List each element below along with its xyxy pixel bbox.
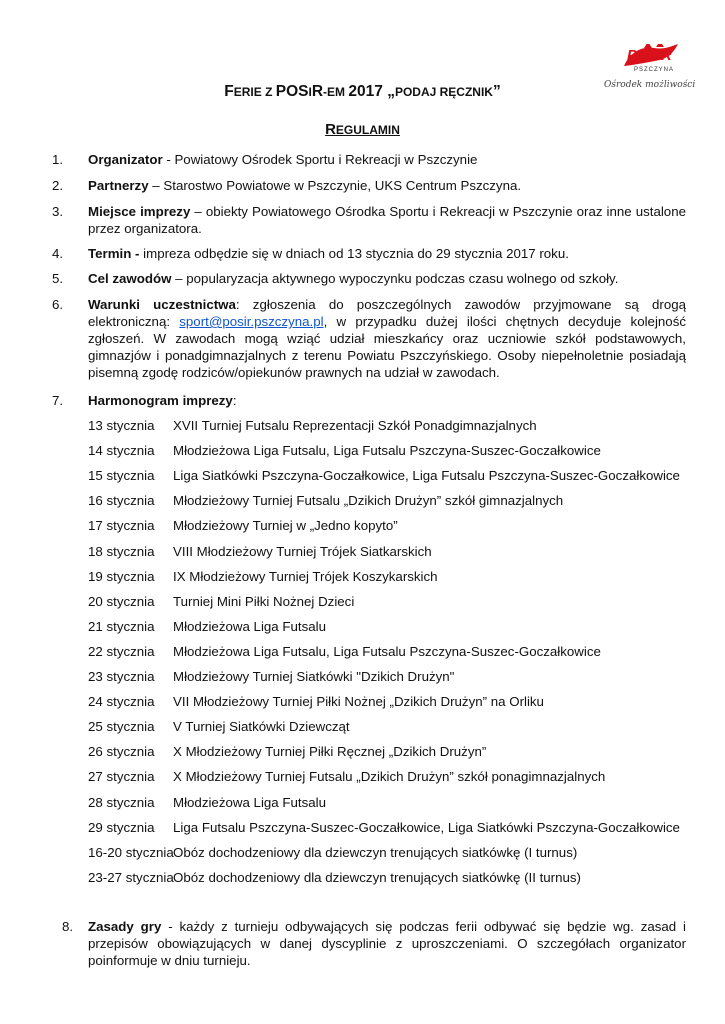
schedule-date: 25 stycznia bbox=[88, 719, 155, 735]
subtitle-rest: EGULAMIN bbox=[335, 123, 400, 137]
item-text: – popularyzacja aktywnego wypoczynku podczas czasu wolnego od szkoły. bbox=[171, 271, 619, 286]
schedule-event: Liga Futsalu Pszczyna-Suszec-Goczałkowice, Liga Siatkówki Pszczyna-Goczałkowice bbox=[173, 819, 680, 835]
schedule-date: 27 stycznia bbox=[88, 769, 155, 785]
schedule-date: 24 stycznia bbox=[88, 694, 155, 710]
item-text-a: : zgłoszenia do poszczególnych zawodów przyjmowane są drogą elektroniczną: bbox=[88, 297, 686, 329]
item-number: 7. bbox=[52, 393, 64, 408]
title-podaj: PODAJ RĘCZNIK bbox=[394, 85, 493, 99]
title-close-quote: ” bbox=[492, 83, 501, 100]
schedule-date: 21 stycznia bbox=[88, 618, 155, 634]
item-label: Zasady gry bbox=[88, 919, 162, 934]
schedule-event: Młodzieżowa Liga Futsalu, Liga Futsalu Pszczyna-Suszec-Goczałkowice bbox=[173, 643, 601, 659]
schedule-date: 28 stycznia bbox=[88, 794, 155, 810]
schedule-date: 13 stycznia bbox=[88, 418, 155, 433]
schedule-date: 22 stycznia bbox=[88, 643, 155, 659]
title-open-quote: „ bbox=[387, 83, 395, 100]
item-label: Partnerzy bbox=[88, 178, 149, 193]
schedule-event: Obóz dochodzeniowy dla dziewczyn trenujących siatkówkę (II turnus) bbox=[173, 869, 581, 885]
item-text: – obiekty Powiatowego Ośrodka Sportu i Rekreacji w Pszczynie oraz inne ustalone przez organizatora. bbox=[88, 204, 686, 236]
schedule-date: 23 stycznia bbox=[88, 669, 155, 684]
item-number: 4. bbox=[52, 246, 64, 261]
schedule-date: 19 stycznia bbox=[88, 568, 155, 584]
logo-subtext: PSZCZYNA bbox=[634, 67, 675, 73]
item-text: - każdy z turnieju odbywających się podczas ferii odbywać się będzie wg. zasad i przepisów obowiązujących w danej dyscyplinie z uproszczeniami. O szczegółach organizator poinformuje w dniu turnieju. bbox=[88, 919, 686, 968]
item-label: Harmonogram imprezy bbox=[88, 393, 233, 408]
schedule-event: Turniej Mini Piłki Nożnej Dzieci bbox=[173, 593, 355, 609]
schedule-event: VII Młodzieżowy Turniej Piłki Nożnej „Dzikich Drużyn” na Orliku bbox=[173, 694, 544, 710]
title-f: F bbox=[224, 83, 234, 100]
item-number: 6. bbox=[52, 297, 64, 312]
schedule-date: 29 stycznia bbox=[88, 819, 155, 835]
title-r: R bbox=[311, 83, 324, 100]
schedule-date: 15 stycznia bbox=[88, 468, 155, 484]
title-posir: POS bbox=[275, 83, 309, 100]
schedule-event: X Młodzieżowy Turniej Futsalu „Dzikich Drużyn” szkół ponagimnazjalnych bbox=[173, 769, 606, 785]
schedule-date: 18 stycznia bbox=[88, 543, 155, 559]
item-text: impreza odbędzie się w dniach od 13 stycznia do 29 stycznia 2017 roku. bbox=[139, 246, 569, 261]
title-i: I bbox=[308, 85, 312, 99]
title-erie: ERIE Z bbox=[233, 85, 276, 99]
item-text: : bbox=[232, 393, 237, 408]
schedule-event: Młodzieżowa Liga Futsalu bbox=[173, 618, 326, 634]
logo-brand: POSiR bbox=[627, 47, 672, 64]
item-label: Miejsce imprezy bbox=[88, 204, 191, 219]
item-text: – Starostwo Powiatowe w Pszczynie, UKS Centrum Pszczyna. bbox=[148, 178, 522, 193]
email-link[interactable]: sport@posir.pszczyna.pl bbox=[179, 314, 324, 329]
schedule-date: 16 stycznia bbox=[88, 493, 155, 509]
item-number: 2. bbox=[52, 178, 64, 193]
schedule-date: 17 stycznia bbox=[88, 518, 155, 534]
schedule-event: XVII Turniej Futsalu Reprezentacji Szkół Ponadgimnazjalnych bbox=[173, 418, 537, 433]
schedule-date: 20 stycznia bbox=[88, 593, 155, 609]
schedule-event: Młodzieżowa Liga Futsalu, Liga Futsalu Pszczyna-Suszec-Goczałkowice bbox=[173, 443, 601, 459]
item-text: - Powiatowy Ośrodek Sportu i Rekreacji w Pszczynie bbox=[162, 152, 478, 167]
item-number: 8. bbox=[62, 919, 74, 934]
item-number: 5. bbox=[52, 271, 64, 286]
item-label: Cel zawodów bbox=[88, 271, 172, 286]
document-subtitle bbox=[0, 121, 725, 138]
item-label: Warunki uczestnictwa bbox=[88, 297, 236, 312]
subtitle-r: R bbox=[325, 121, 336, 138]
document-title bbox=[0, 83, 725, 101]
schedule-date: 23-27 stycznia bbox=[88, 869, 174, 885]
schedule-event: V Turniej Siatkówki Dziewcząt bbox=[173, 719, 350, 735]
schedule-date: 14 stycznia bbox=[88, 443, 155, 459]
schedule-event: Obóz dochodzeniowy dla dziewczyn trenujących siatkówkę (I turnus) bbox=[173, 844, 578, 860]
schedule-event: VIII Młodzieżowy Turniej Trójek Siatkarskich bbox=[173, 543, 432, 559]
schedule-event: Młodzieżowy Turniej Futsalu „Dzikich Drużyn” szkół gimnazjalnych bbox=[173, 493, 564, 509]
item-label: Termin - bbox=[88, 246, 140, 261]
schedule-event: IX Młodzieżowy Turniej Trójek Koszykarskich bbox=[173, 568, 438, 584]
item-label: Organizator bbox=[88, 152, 163, 167]
schedule-event: Młodzieżowy Turniej Siatkówki "Dzikich Drużyn" bbox=[173, 669, 455, 684]
title-em: -EM bbox=[323, 85, 349, 99]
schedule-event: Młodzieżowy Turniej w „Jedno kopyto” bbox=[173, 518, 398, 534]
schedule-event: X Młodzieżowy Turniej Piłki Ręcznej „Dzikich Drużyn” bbox=[173, 744, 487, 760]
schedule-event: Liga Siatkówki Pszczyna-Goczałkowice, Liga Futsalu Pszczyna-Suszec-Goczałkowice bbox=[173, 468, 680, 484]
schedule-date: 26 stycznia bbox=[88, 744, 155, 760]
title-year: 2017 bbox=[348, 83, 388, 100]
logo-slogan: Ośrodek możliwości bbox=[604, 80, 696, 90]
schedule-date: 16-20 stycznia bbox=[88, 844, 174, 860]
schedule-event: Młodzieżowa Liga Futsalu bbox=[173, 794, 326, 810]
item-number: 3. bbox=[52, 204, 64, 219]
item-text-b: , w przypadku dużej ilości chętnych decyduje kolejność zgłoszeń. W zawodach mogą wziąć udział mieszkańcy oraz uczniowie szkół podstawowych, gimnazjów i ponadgimnazjalnych z terenu Powiatu Pszczyńskiego. Osoby niepełnoletnie posiadają pisemną zgodę rodziców/opiekunów prawnych na udział w zawodach. bbox=[88, 314, 686, 380]
item-number: 1. bbox=[52, 152, 64, 167]
